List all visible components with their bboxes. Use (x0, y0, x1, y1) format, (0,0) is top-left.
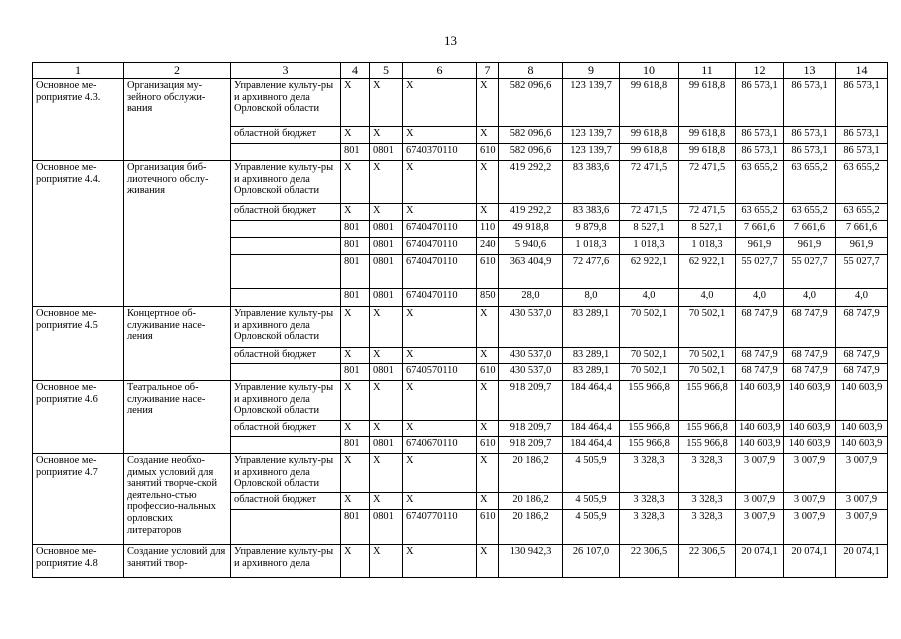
grbs-code-cell: 801 (341, 221, 370, 238)
event-id-cell: Основное ме-роприятие 4.3. (33, 79, 124, 161)
amount-cell: 140 603,9 (784, 437, 836, 454)
grbs-code-cell: 801 (341, 437, 370, 454)
table-row (33, 381, 888, 421)
event-name-cell: Организация биб-лиотечного обслу-живания (124, 161, 231, 307)
amount-cell: 68 747,9 (836, 364, 888, 381)
target-article-cell: 6740370110 (403, 144, 477, 161)
amount-cell: 99 618,8 (679, 127, 736, 144)
amount-cell: 140 603,9 (836, 437, 888, 454)
funding-source-cell: областной бюджет (231, 127, 341, 144)
amount-cell: 3 007,9 (836, 454, 888, 493)
amount-cell: 72 471,5 (620, 204, 679, 221)
amount-cell: 9 879,8 (563, 221, 620, 238)
funding-source-cell (231, 238, 341, 255)
amount-cell: 4,0 (620, 289, 679, 307)
amount-cell: 430 537,0 (499, 348, 563, 364)
grbs-code-cell: 801 (341, 364, 370, 381)
amount-cell: 68 747,9 (736, 307, 784, 348)
event-id-cell: Основное ме-роприятие 4.4. (33, 161, 124, 307)
section-code-cell: X (370, 381, 403, 421)
amount-cell: 72 471,5 (679, 161, 736, 204)
amount-cell: 184 464,4 (563, 381, 620, 421)
amount-cell: 20 186,2 (499, 510, 563, 545)
amount-cell: 63 655,2 (736, 204, 784, 221)
amount-cell: 140 603,9 (736, 381, 784, 421)
funding-source-cell: Управление культу-ры и архивного дела (231, 545, 341, 578)
expense-type-cell: 240 (477, 238, 499, 255)
funding-source-cell (231, 437, 341, 454)
event-name-cell: Организация му-зейного обслужи-вания (124, 79, 231, 161)
amount-cell: 430 537,0 (499, 364, 563, 381)
amount-cell: 3 007,9 (784, 510, 836, 545)
target-article-cell: X (403, 307, 477, 348)
section-code-cell: X (370, 161, 403, 204)
amount-cell: 123 139,7 (563, 144, 620, 161)
grbs-code-cell: X (341, 161, 370, 204)
target-article-cell: 6740570110 (403, 364, 477, 381)
amount-cell: 68 747,9 (784, 307, 836, 348)
amount-cell: 582 096,6 (499, 144, 563, 161)
grbs-code-cell: 801 (341, 238, 370, 255)
funding-source-cell (231, 289, 341, 307)
expense-type-cell: X (477, 493, 499, 510)
amount-cell: 70 502,1 (620, 364, 679, 381)
amount-cell: 140 603,9 (736, 437, 784, 454)
header-cell: 8 (499, 63, 563, 79)
grbs-code-cell: X (341, 381, 370, 421)
table-row (33, 307, 888, 348)
event-id-cell: Основное ме-роприятие 4.7 (33, 454, 124, 545)
amount-cell: 4 505,9 (563, 454, 620, 493)
amount-cell: 99 618,8 (620, 144, 679, 161)
amount-cell: 1 018,3 (679, 238, 736, 255)
grbs-code-cell: X (341, 204, 370, 221)
section-code-cell: 0801 (370, 221, 403, 238)
expense-type-cell: X (477, 545, 499, 578)
header-cell: 1 (33, 63, 124, 79)
event-id-cell: Основное ме-роприятие 4.5 (33, 307, 124, 381)
amount-cell: 7 661,6 (784, 221, 836, 238)
funding-source-cell: Управление культу-ры и архивного дела Орловской области (231, 307, 341, 348)
amount-cell: 72 471,5 (620, 161, 679, 204)
funding-source-cell (231, 144, 341, 161)
amount-cell: 961,9 (784, 238, 836, 255)
amount-cell: 86 573,1 (784, 144, 836, 161)
amount-cell: 62 922,1 (620, 255, 679, 289)
event-name-cell: Концертное об-служивание насе-ления (124, 307, 231, 381)
grbs-code-cell: 801 (341, 255, 370, 289)
expense-type-cell: 610 (477, 510, 499, 545)
amount-cell: 86 573,1 (836, 79, 888, 127)
amount-cell: 123 139,7 (563, 79, 620, 127)
grbs-code-cell: X (341, 421, 370, 437)
amount-cell: 99 618,8 (679, 79, 736, 127)
target-article-cell: X (403, 545, 477, 578)
amount-cell: 86 573,1 (784, 127, 836, 144)
amount-cell: 86 573,1 (836, 127, 888, 144)
expense-type-cell: 610 (477, 144, 499, 161)
amount-cell: 5 940,6 (499, 238, 563, 255)
amount-cell: 86 573,1 (736, 144, 784, 161)
expense-type-cell: X (477, 307, 499, 348)
amount-cell: 3 328,3 (620, 454, 679, 493)
header-cell: 13 (784, 63, 836, 79)
table-row (33, 454, 888, 493)
section-code-cell: 0801 (370, 437, 403, 454)
amount-cell: 918 209,7 (499, 437, 563, 454)
target-article-cell: X (403, 204, 477, 221)
funding-source-cell: Управление культу-ры и архивного дела Орловской области (231, 381, 341, 421)
amount-cell: 68 747,9 (836, 348, 888, 364)
section-code-cell: 0801 (370, 364, 403, 381)
amount-cell: 155 966,8 (620, 437, 679, 454)
event-name-cell: Создание необхо-димых условий для занятий творче-ской деятельно-стью профессио-нальных орловских литераторов (124, 454, 231, 545)
amount-cell: 99 618,8 (679, 144, 736, 161)
amount-cell: 68 747,9 (784, 364, 836, 381)
expense-type-cell: X (477, 161, 499, 204)
amount-cell: 86 573,1 (784, 79, 836, 127)
target-article-cell: 6740470110 (403, 255, 477, 289)
amount-cell: 99 618,8 (620, 127, 679, 144)
budget-table (32, 62, 888, 578)
target-article-cell: X (403, 381, 477, 421)
amount-cell: 582 096,6 (499, 127, 563, 144)
event-name-cell: Театральное об-служивание насе-ления (124, 381, 231, 454)
funding-source-cell: Управление культу-ры и архивного дела Орловской области (231, 454, 341, 493)
amount-cell: 83 383,6 (563, 204, 620, 221)
amount-cell: 49 918,8 (499, 221, 563, 238)
table-header-row (33, 63, 888, 79)
target-article-cell: 6740470110 (403, 289, 477, 307)
amount-cell: 70 502,1 (679, 307, 736, 348)
amount-cell: 7 661,6 (836, 221, 888, 238)
amount-cell: 961,9 (836, 238, 888, 255)
amount-cell: 140 603,9 (836, 421, 888, 437)
amount-cell: 130 942,3 (499, 545, 563, 578)
amount-cell: 63 655,2 (784, 204, 836, 221)
amount-cell: 1 018,3 (563, 238, 620, 255)
expense-type-cell: 850 (477, 289, 499, 307)
section-code-cell: X (370, 204, 403, 221)
expense-type-cell: X (477, 204, 499, 221)
header-cell: 4 (341, 63, 370, 79)
expense-type-cell: X (477, 127, 499, 144)
grbs-code-cell: 801 (341, 144, 370, 161)
target-article-cell: 6740770110 (403, 510, 477, 545)
amount-cell: 582 096,6 (499, 79, 563, 127)
amount-cell: 4 505,9 (563, 510, 620, 545)
amount-cell: 918 209,7 (499, 421, 563, 437)
section-code-cell: 0801 (370, 144, 403, 161)
budget-table-body (33, 63, 888, 578)
expense-type-cell: 610 (477, 255, 499, 289)
amount-cell: 184 464,4 (563, 437, 620, 454)
expense-type-cell: X (477, 454, 499, 493)
amount-cell: 63 655,2 (836, 161, 888, 204)
grbs-code-cell: X (341, 348, 370, 364)
amount-cell: 155 966,8 (679, 381, 736, 421)
header-cell: 12 (736, 63, 784, 79)
amount-cell: 4,0 (679, 289, 736, 307)
section-code-cell: 0801 (370, 289, 403, 307)
funding-source-cell (231, 364, 341, 381)
section-code-cell: X (370, 127, 403, 144)
amount-cell: 72 477,6 (563, 255, 620, 289)
target-article-cell: X (403, 161, 477, 204)
event-name-cell: Создание условий для занятий твор- (124, 545, 231, 578)
event-id-cell: Основное ме-роприятие 4.8 (33, 545, 124, 578)
amount-cell: 83 383,6 (563, 161, 620, 204)
section-code-cell: X (370, 307, 403, 348)
target-article-cell: 6740670110 (403, 437, 477, 454)
amount-cell: 419 292,2 (499, 161, 563, 204)
amount-cell: 20 074,1 (736, 545, 784, 578)
amount-cell: 70 502,1 (679, 364, 736, 381)
amount-cell: 63 655,2 (784, 161, 836, 204)
expense-type-cell: X (477, 348, 499, 364)
expense-type-cell: 610 (477, 437, 499, 454)
header-cell: 9 (563, 63, 620, 79)
amount-cell: 20 186,2 (499, 454, 563, 493)
amount-cell: 86 573,1 (836, 144, 888, 161)
amount-cell: 3 328,3 (679, 454, 736, 493)
amount-cell: 3 007,9 (784, 493, 836, 510)
grbs-code-cell: X (341, 127, 370, 144)
header-cell: 11 (679, 63, 736, 79)
funding-source-cell (231, 510, 341, 545)
amount-cell: 918 209,7 (499, 381, 563, 421)
funding-source-cell: Управление культу-ры и архивного дела Орловской области (231, 161, 341, 204)
target-article-cell: 6740470110 (403, 238, 477, 255)
grbs-code-cell: X (341, 454, 370, 493)
target-article-cell: X (403, 348, 477, 364)
amount-cell: 55 027,7 (784, 255, 836, 289)
page-number: 13 (444, 33, 457, 48)
header-cell: 6 (403, 63, 477, 79)
amount-cell: 70 502,1 (679, 348, 736, 364)
amount-cell: 155 966,8 (620, 421, 679, 437)
amount-cell: 4,0 (736, 289, 784, 307)
target-article-cell: X (403, 421, 477, 437)
amount-cell: 62 922,1 (679, 255, 736, 289)
funding-source-cell: областной бюджет (231, 493, 341, 510)
amount-cell: 68 747,9 (836, 307, 888, 348)
funding-source-cell (231, 255, 341, 289)
amount-cell: 72 471,5 (679, 204, 736, 221)
amount-cell: 22 306,5 (679, 545, 736, 578)
amount-cell: 68 747,9 (736, 364, 784, 381)
section-code-cell: X (370, 545, 403, 578)
amount-cell: 4,0 (836, 289, 888, 307)
funding-source-cell: Управление культу-ры и архивного дела Орловской области (231, 79, 341, 127)
amount-cell: 68 747,9 (784, 348, 836, 364)
amount-cell: 86 573,1 (736, 79, 784, 127)
amount-cell: 155 966,8 (620, 381, 679, 421)
amount-cell: 1 018,3 (620, 238, 679, 255)
table-row (33, 545, 888, 578)
amount-cell: 7 661,6 (736, 221, 784, 238)
table-row (33, 79, 888, 127)
amount-cell: 83 289,1 (563, 364, 620, 381)
amount-cell: 140 603,9 (784, 421, 836, 437)
amount-cell: 4,0 (784, 289, 836, 307)
amount-cell: 8,0 (563, 289, 620, 307)
table-row (33, 161, 888, 204)
header-cell: 5 (370, 63, 403, 79)
grbs-code-cell: X (341, 307, 370, 348)
amount-cell: 70 502,1 (620, 348, 679, 364)
amount-cell: 363 404,9 (499, 255, 563, 289)
section-code-cell: 0801 (370, 510, 403, 545)
amount-cell: 63 655,2 (836, 204, 888, 221)
amount-cell: 26 107,0 (563, 545, 620, 578)
funding-source-cell: областной бюджет (231, 348, 341, 364)
amount-cell: 3 007,9 (736, 493, 784, 510)
section-code-cell: X (370, 421, 403, 437)
target-article-cell: X (403, 493, 477, 510)
amount-cell: 155 966,8 (679, 437, 736, 454)
section-code-cell: X (370, 348, 403, 364)
funding-source-cell: областной бюджет (231, 421, 341, 437)
amount-cell: 3 007,9 (784, 454, 836, 493)
target-article-cell: X (403, 127, 477, 144)
amount-cell: 155 966,8 (679, 421, 736, 437)
amount-cell: 430 537,0 (499, 307, 563, 348)
grbs-code-cell: X (341, 79, 370, 127)
grbs-code-cell: 801 (341, 289, 370, 307)
amount-cell: 28,0 (499, 289, 563, 307)
amount-cell: 20 074,1 (784, 545, 836, 578)
amount-cell: 3 007,9 (836, 493, 888, 510)
expense-type-cell: 110 (477, 221, 499, 238)
expense-type-cell: 610 (477, 364, 499, 381)
amount-cell: 123 139,7 (563, 127, 620, 144)
grbs-code-cell: X (341, 545, 370, 578)
section-code-cell: 0801 (370, 238, 403, 255)
amount-cell: 3 328,3 (679, 510, 736, 545)
amount-cell: 3 328,3 (679, 493, 736, 510)
amount-cell: 22 306,5 (620, 545, 679, 578)
target-article-cell: X (403, 454, 477, 493)
header-cell: 3 (231, 63, 341, 79)
header-cell: 14 (836, 63, 888, 79)
amount-cell: 3 328,3 (620, 510, 679, 545)
amount-cell: 961,9 (736, 238, 784, 255)
amount-cell: 3 007,9 (836, 510, 888, 545)
amount-cell: 140 603,9 (836, 381, 888, 421)
amount-cell: 86 573,1 (736, 127, 784, 144)
amount-cell: 8 527,1 (679, 221, 736, 238)
expense-type-cell: X (477, 421, 499, 437)
amount-cell: 140 603,9 (784, 381, 836, 421)
target-article-cell: 6740470110 (403, 221, 477, 238)
amount-cell: 3 328,3 (620, 493, 679, 510)
header-cell: 7 (477, 63, 499, 79)
section-code-cell: 0801 (370, 255, 403, 289)
amount-cell: 20 074,1 (836, 545, 888, 578)
header-cell: 2 (124, 63, 231, 79)
amount-cell: 55 027,7 (836, 255, 888, 289)
funding-source-cell: областной бюджет (231, 204, 341, 221)
amount-cell: 63 655,2 (736, 161, 784, 204)
amount-cell: 3 007,9 (736, 454, 784, 493)
grbs-code-cell: X (341, 493, 370, 510)
amount-cell: 4 505,9 (563, 493, 620, 510)
header-cell: 10 (620, 63, 679, 79)
amount-cell: 83 289,1 (563, 307, 620, 348)
event-id-cell: Основное ме-роприятие 4.6 (33, 381, 124, 454)
amount-cell: 55 027,7 (736, 255, 784, 289)
target-article-cell: X (403, 79, 477, 127)
amount-cell: 70 502,1 (620, 307, 679, 348)
section-code-cell: X (370, 79, 403, 127)
expense-type-cell: X (477, 381, 499, 421)
amount-cell: 99 618,8 (620, 79, 679, 127)
amount-cell: 3 007,9 (736, 510, 784, 545)
amount-cell: 68 747,9 (736, 348, 784, 364)
funding-source-cell (231, 221, 341, 238)
section-code-cell: X (370, 493, 403, 510)
amount-cell: 140 603,9 (736, 421, 784, 437)
expense-type-cell: X (477, 79, 499, 127)
amount-cell: 419 292,2 (499, 204, 563, 221)
amount-cell: 20 186,2 (499, 493, 563, 510)
amount-cell: 184 464,4 (563, 421, 620, 437)
amount-cell: 83 289,1 (563, 348, 620, 364)
amount-cell: 8 527,1 (620, 221, 679, 238)
section-code-cell: X (370, 454, 403, 493)
grbs-code-cell: 801 (341, 510, 370, 545)
